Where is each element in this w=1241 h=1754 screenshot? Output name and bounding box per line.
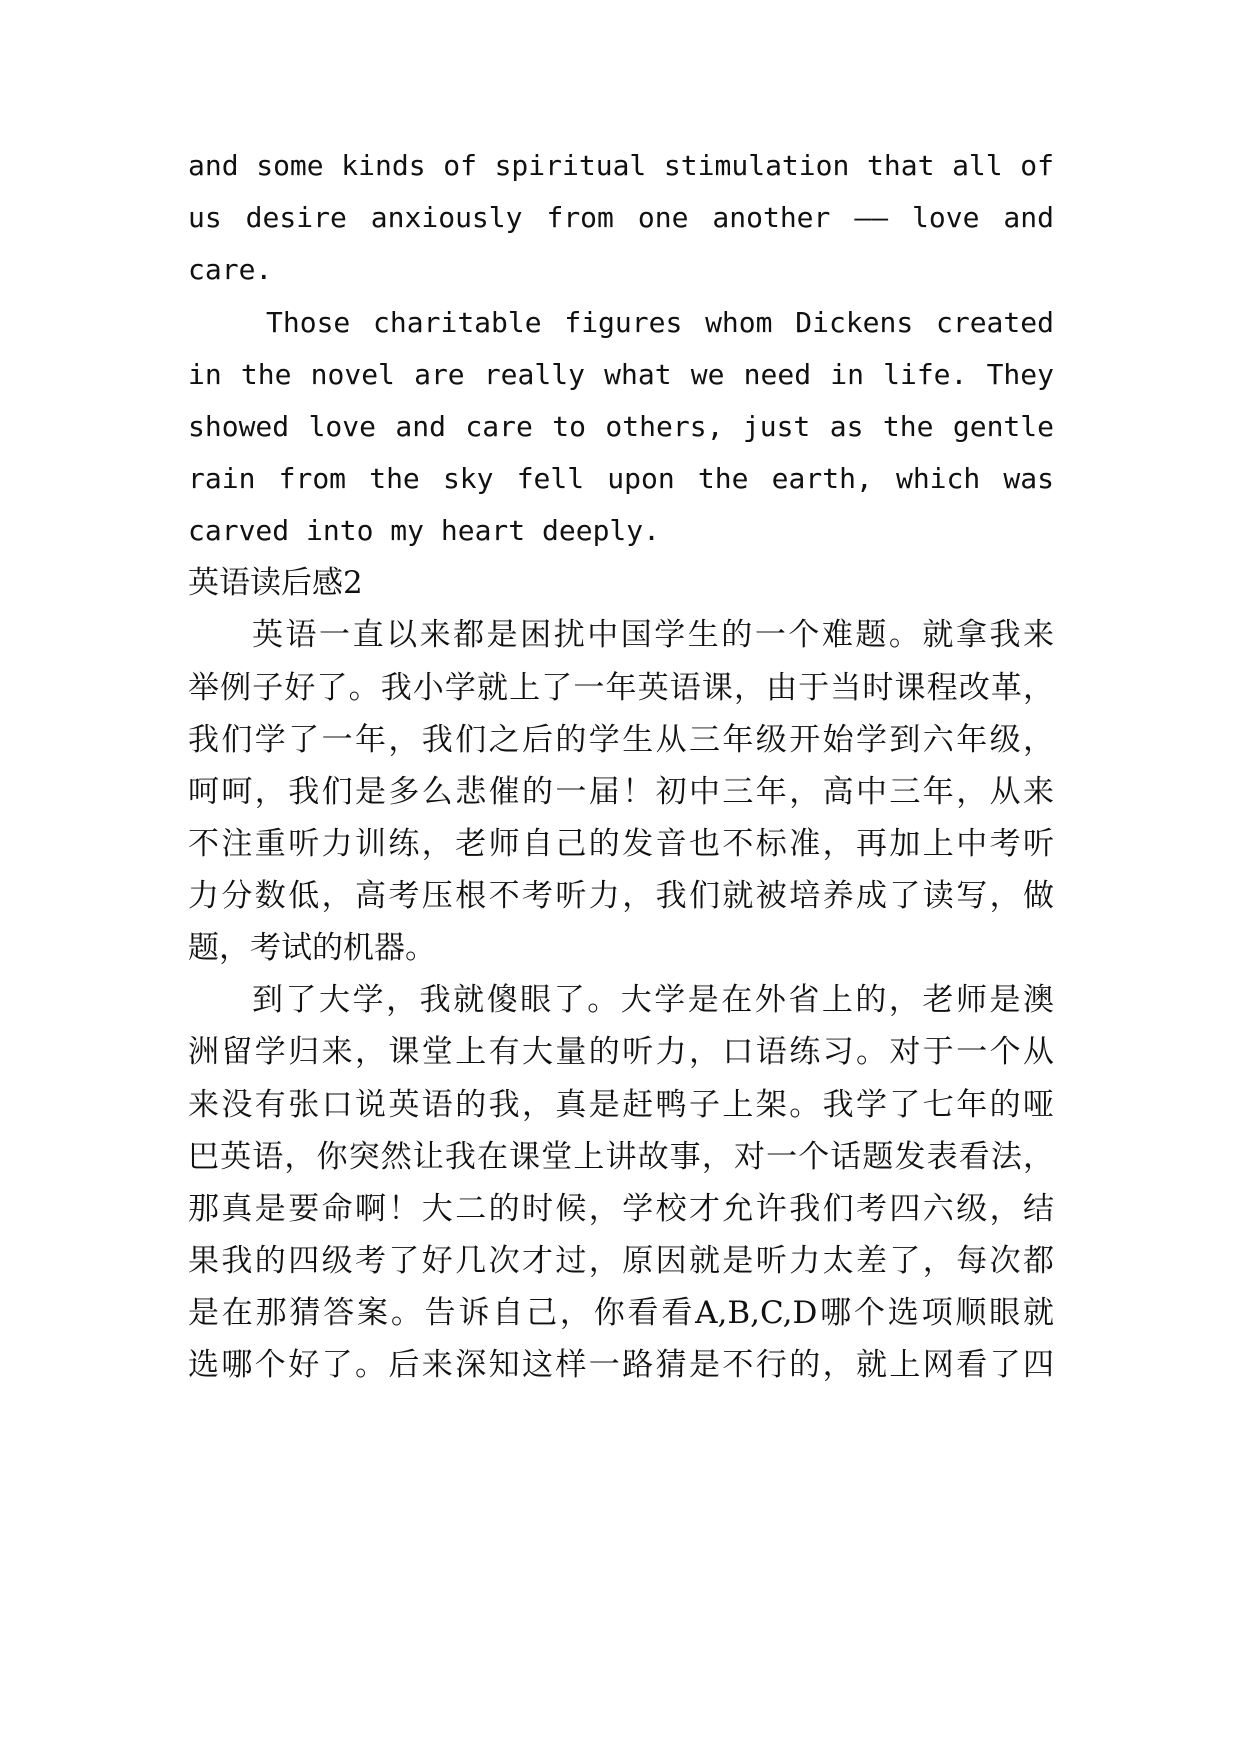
paragraph-line: 巴英语，你突然让我在课堂上讲故事，对一个话题发表看法， <box>188 1139 1054 1175</box>
paragraph-line: 选哪个好了。后来深知这样一路猜是不行的，就上网看了四 <box>188 1347 1054 1383</box>
paragraph-line: 是在那猜答案。告诉自己，你看看A,B,C,D哪个选项顺眼就 <box>188 1295 1054 1331</box>
paragraph-line: 呵呵，我们是多么悲催的一届！初中三年，高中三年，从来 <box>188 774 1054 810</box>
paragraph-line: 英语一直以来都是困扰中国学生的一个难题。就拿我来 <box>252 617 1054 653</box>
paragraph-line: carved into my heart deeply. <box>188 514 661 547</box>
paragraph-line: 洲留学归来，课堂上有大量的听力，口语练习。对于一个从 <box>188 1034 1054 1070</box>
paragraph-line: Those charitable figures whom Dickens created <box>266 306 1054 339</box>
paragraph-line: in the novel are really what we need in life. They <box>188 358 1054 391</box>
paragraph-line: 果我的四级考了好几次才过，原因就是听力太差了，每次都 <box>188 1243 1054 1279</box>
paragraph-line: showed love and care to others, just as the gentle <box>188 410 1054 443</box>
paragraph-line: 我们学了一年，我们之后的学生从三年级开始学到六年级， <box>188 722 1054 758</box>
paragraph-line: and some kinds of spiritual stimulation that all of <box>188 149 1054 182</box>
paragraph-line: 来没有张口说英语的我，真是赶鸭子上架。我学了七年的哑 <box>188 1087 1054 1123</box>
paragraph-line: us desire anxiously from one another —— love and <box>188 201 1054 234</box>
paragraph-line: 不注重听力训练，老师自己的发音也不标准，再加上中考听 <box>188 826 1054 862</box>
paragraph-line: 力分数低，高考压根不考听力，我们就被培养成了读写，做 <box>188 878 1054 914</box>
paragraph-line: 到了大学，我就傻眼了。大学是在外省上的，老师是澳 <box>252 982 1054 1018</box>
paragraph-line: rain from the sky fell upon the earth, which was <box>188 462 1054 495</box>
paragraph-line: 那真是要命啊！大二的时候，学校才允许我们考四六级，结 <box>188 1191 1054 1227</box>
paragraph-line: care. <box>188 253 273 286</box>
paragraph-line: 题，考试的机器。 <box>188 930 436 966</box>
paragraph-line: 举例子好了。我小学就上了一年英语课，由于当时课程改革， <box>188 670 1054 706</box>
section-heading: 英语读后感2 <box>188 565 363 601</box>
